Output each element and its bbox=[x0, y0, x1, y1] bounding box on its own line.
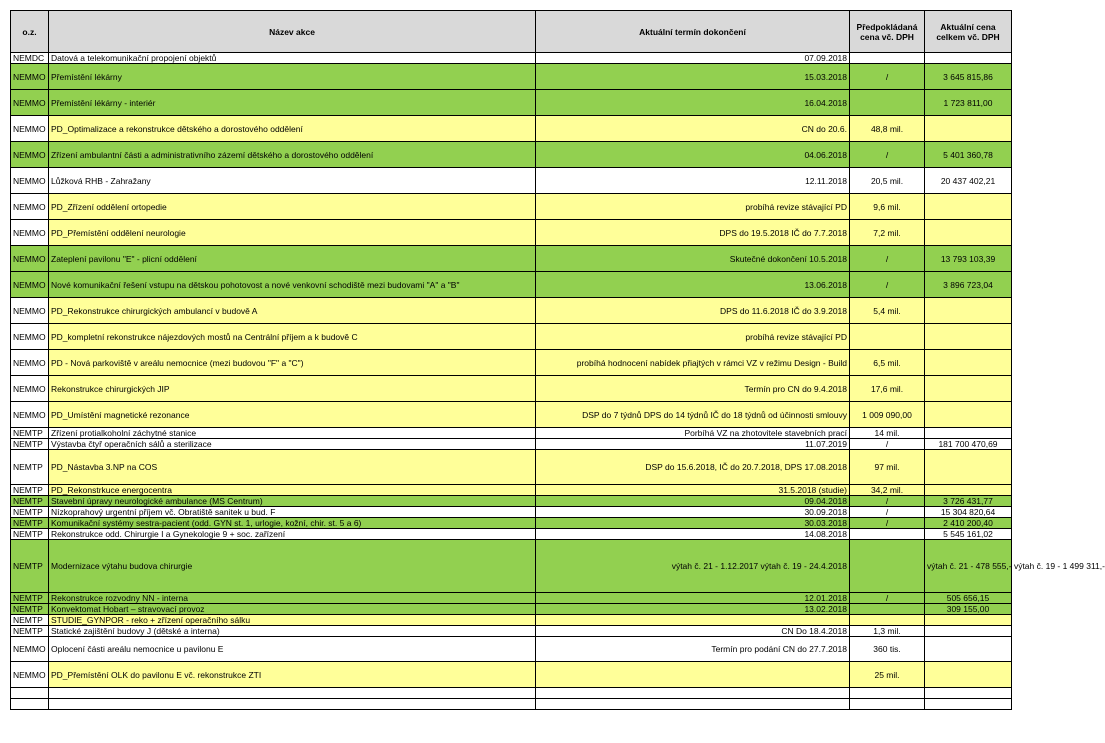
cell-aktualni: 2 410 200,40 bbox=[925, 518, 1012, 529]
cell-nazev bbox=[49, 699, 536, 710]
cell-aktualni bbox=[925, 116, 1012, 142]
cell-oz: NEMDC bbox=[11, 53, 49, 64]
cell-cena: 5,4 mil. bbox=[850, 298, 925, 324]
cell-termin: 07.09.2018 bbox=[536, 53, 850, 64]
cell-oz: NEMMO bbox=[11, 350, 49, 376]
cell-oz: NEMMO bbox=[11, 64, 49, 90]
table-row bbox=[11, 699, 1012, 710]
cell-cena: 20,5 mil. bbox=[850, 168, 925, 194]
cell-termin: DPS do 19.5.2018 IČ do 7.7.2018 bbox=[536, 220, 850, 246]
cell-nazev: PD_Zřízení oddělení ortopedie bbox=[49, 194, 536, 220]
cell-oz: NEMMO bbox=[11, 142, 49, 168]
table-row bbox=[11, 496, 1012, 507]
cell-nazev: Stavební úpravy neurologické ambulance (MS Centrum) bbox=[49, 496, 536, 507]
cell-nazev: Přemístění lékárny bbox=[49, 64, 536, 90]
cell-nazev: Zateplení pavilonu "E" - plicní oddělení bbox=[49, 246, 536, 272]
table-row bbox=[11, 142, 1012, 168]
cell-aktualni bbox=[925, 220, 1012, 246]
cell-aktualni: 15 304 820,64 bbox=[925, 507, 1012, 518]
cell-aktualni bbox=[925, 688, 1012, 699]
cell-oz: NEMTP bbox=[11, 507, 49, 518]
cell-aktualni bbox=[925, 637, 1012, 662]
table-row bbox=[11, 64, 1012, 90]
table-row bbox=[11, 298, 1012, 324]
table-row bbox=[11, 529, 1012, 540]
cell-oz: NEMMO bbox=[11, 220, 49, 246]
cell-nazev: Datová a telekomunikační propojení objektů bbox=[49, 53, 536, 64]
cell-cena: / bbox=[850, 272, 925, 298]
cell-termin: Termín pro CN do 9.4.2018 bbox=[536, 376, 850, 402]
cell-nazev: Konvektomat Hobart – stravovací provoz bbox=[49, 604, 536, 615]
cell-oz: NEMMO bbox=[11, 194, 49, 220]
cell-termin: 12.11.2018 bbox=[536, 168, 850, 194]
cell-oz: NEMMO bbox=[11, 637, 49, 662]
cell-cena: / bbox=[850, 593, 925, 604]
cell-aktualni bbox=[925, 428, 1012, 439]
cell-nazev: PD_Nástavba 3.NP na COS bbox=[49, 450, 536, 485]
cell-termin: 30.09.2018 bbox=[536, 507, 850, 518]
header-aktualni: Aktuální cena celkem vč. DPH bbox=[925, 11, 1012, 53]
cell-nazev: PD - Nová parkoviště v areálu nemocnice (mezi budovou "F" a "C") bbox=[49, 350, 536, 376]
cell-termin: DPS do 11.6.2018 IČ do 3.9.2018 bbox=[536, 298, 850, 324]
cell-cena: / bbox=[850, 246, 925, 272]
cell-cena: 34,2 mil. bbox=[850, 485, 925, 496]
cell-termin bbox=[536, 662, 850, 688]
cell-termin: 13.02.2018 bbox=[536, 604, 850, 615]
cell-nazev: PD_kompletní rekonstrukce nájezdových mostů na Centrální příjem a k budově C bbox=[49, 324, 536, 350]
cell-cena: 360 tis. bbox=[850, 637, 925, 662]
cell-termin: 31.5.2018 (studie) bbox=[536, 485, 850, 496]
table-row bbox=[11, 626, 1012, 637]
cell-termin: CN Do 18.4.2018 bbox=[536, 626, 850, 637]
cell-cena: 9,6 mil. bbox=[850, 194, 925, 220]
cell-oz: NEMTP bbox=[11, 615, 49, 626]
cell-oz: NEMTP bbox=[11, 485, 49, 496]
cell-termin: 14.08.2018 bbox=[536, 529, 850, 540]
cell-termin: DSP do 15.6.2018, IČ do 20.7.2018, DPS 17.08.2018 bbox=[536, 450, 850, 485]
cell-nazev: PD_Rekonstrkuce energocentra bbox=[49, 485, 536, 496]
cell-nazev: PD_Přemístění OLK do pavilonu E vč. rekonstrukce ZTI bbox=[49, 662, 536, 688]
cell-cena bbox=[850, 53, 925, 64]
cell-cena bbox=[850, 699, 925, 710]
cell-aktualni bbox=[925, 450, 1012, 485]
table-row bbox=[11, 439, 1012, 450]
table-row bbox=[11, 637, 1012, 662]
cell-oz: NEMMO bbox=[11, 116, 49, 142]
cell-nazev: PD_Umístění magnetické rezonance bbox=[49, 402, 536, 428]
cell-oz: NEMTP bbox=[11, 540, 49, 593]
header-termin: Aktuální termín dokončení bbox=[536, 11, 850, 53]
cell-termin: 04.06.2018 bbox=[536, 142, 850, 168]
cell-aktualni bbox=[925, 324, 1012, 350]
cell-nazev: Rekonstrukce odd. Chirurgie I a Gynekologie 9 + soc. zařízení bbox=[49, 529, 536, 540]
cell-cena bbox=[850, 529, 925, 540]
projects-table bbox=[10, 10, 1105, 710]
cell-cena: / bbox=[850, 496, 925, 507]
cell-aktualni: 5 545 161,02 bbox=[925, 529, 1012, 540]
cell-termin: 30.03.2018 bbox=[536, 518, 850, 529]
header-oz: o.z. bbox=[11, 11, 49, 53]
cell-cena: / bbox=[850, 507, 925, 518]
cell-nazev: Oplocení části areálu nemocnice u pavilonu E bbox=[49, 637, 536, 662]
cell-termin bbox=[536, 688, 850, 699]
cell-cena: 48,8 mil. bbox=[850, 116, 925, 142]
cell-oz: NEMTP bbox=[11, 450, 49, 485]
table-row bbox=[11, 246, 1012, 272]
cell-oz: NEMMO bbox=[11, 246, 49, 272]
cell-aktualni bbox=[925, 53, 1012, 64]
cell-oz: NEMMO bbox=[11, 402, 49, 428]
cell-termin: Porbíhá VZ na zhotovitele stavebních prací bbox=[536, 428, 850, 439]
cell-aktualni bbox=[925, 699, 1012, 710]
cell-oz: NEMMO bbox=[11, 298, 49, 324]
cell-nazev: PD_Přemístění oddělení neurologie bbox=[49, 220, 536, 246]
cell-nazev: Lůžková RHB - Zahražany bbox=[49, 168, 536, 194]
cell-nazev: PD_Optimalizace a rekonstrukce dětského a dorostového oddělení bbox=[49, 116, 536, 142]
cell-oz: NEMTP bbox=[11, 439, 49, 450]
table-body bbox=[11, 53, 1105, 710]
cell-aktualni bbox=[925, 376, 1012, 402]
table-row bbox=[11, 507, 1012, 518]
header-nazev: Název akce bbox=[49, 11, 536, 53]
cell-cena bbox=[850, 604, 925, 615]
cell-aktualni bbox=[925, 350, 1012, 376]
cell-cena: / bbox=[850, 64, 925, 90]
cell-cena bbox=[850, 540, 925, 593]
cell-cena bbox=[850, 615, 925, 626]
cell-oz: NEMTP bbox=[11, 604, 49, 615]
table-row bbox=[11, 272, 1012, 298]
cell-termin: DSP do 7 týdnů DPS do 14 týdnů IČ do 18 týdnů od účinnosti smlouvy bbox=[536, 402, 850, 428]
cell-oz bbox=[11, 688, 49, 699]
cell-aktualni: 3 726 431,77 bbox=[925, 496, 1012, 507]
cell-nazev bbox=[49, 688, 536, 699]
cell-nazev: Zřízení protialkoholní záchytné stanice bbox=[49, 428, 536, 439]
cell-nazev: Modernizace výtahu budova chirurgie bbox=[49, 540, 536, 593]
cell-nazev: PD_Rekonstrukce chirurgických ambulancí v budově A bbox=[49, 298, 536, 324]
cell-cena bbox=[850, 90, 925, 116]
table-row bbox=[11, 220, 1012, 246]
header-row bbox=[11, 11, 1012, 53]
table-row bbox=[11, 376, 1012, 402]
cell-oz: NEMMO bbox=[11, 272, 49, 298]
table-row bbox=[11, 428, 1012, 439]
cell-termin: probíhá revize stávající PD bbox=[536, 194, 850, 220]
cell-termin bbox=[536, 615, 850, 626]
cell-aktualni: výtah č. 21 - 478 555,- výtah č. 19 - 1 499 311,- bbox=[925, 540, 1012, 593]
cell-aktualni: 3 645 815,86 bbox=[925, 64, 1012, 90]
cell-termin: probíhá revize stávající PD bbox=[536, 324, 850, 350]
cell-aktualni: 1 723 811,00 bbox=[925, 90, 1012, 116]
cell-cena: 1 009 090,00 bbox=[850, 402, 925, 428]
cell-nazev: Komunikační systémy sestra-pacient (odd. GYN st. 1, urlogie, kožní, chir. st. 5 a 6) bbox=[49, 518, 536, 529]
cell-oz bbox=[11, 699, 49, 710]
cell-termin: výtah č. 21 - 1.12.2017 výtah č. 19 - 24.4.2018 bbox=[536, 540, 850, 593]
cell-termin: 16.04.2018 bbox=[536, 90, 850, 116]
table-row bbox=[11, 116, 1012, 142]
table-row bbox=[11, 615, 1012, 626]
table-row bbox=[11, 688, 1012, 699]
cell-aktualni: 505 656,15 bbox=[925, 593, 1012, 604]
cell-termin: 12.01.2018 bbox=[536, 593, 850, 604]
cell-nazev: Statické zajištění budovy J (dětské a interna) bbox=[49, 626, 536, 637]
cell-oz: NEMMO bbox=[11, 324, 49, 350]
cell-aktualni: 5 401 360,78 bbox=[925, 142, 1012, 168]
cell-nazev: Výstavba čtyř operačních sálů a sterilizace bbox=[49, 439, 536, 450]
cell-cena: 14 mil. bbox=[850, 428, 925, 439]
table-row bbox=[11, 350, 1012, 376]
cell-oz: NEMTP bbox=[11, 496, 49, 507]
cell-cena: / bbox=[850, 518, 925, 529]
cell-aktualni: 20 437 402,21 bbox=[925, 168, 1012, 194]
cell-aktualni bbox=[925, 615, 1012, 626]
cell-cena: 97 mil. bbox=[850, 450, 925, 485]
cell-nazev: Nízkoprahový urgentní příjem vč. Obratiště sanitek u bud. F bbox=[49, 507, 536, 518]
table-row bbox=[11, 90, 1012, 116]
cell-termin: 15.03.2018 bbox=[536, 64, 850, 90]
table-row bbox=[11, 593, 1012, 604]
cell-nazev: Přemístění lékárny - interiér bbox=[49, 90, 536, 116]
table-row bbox=[11, 194, 1012, 220]
cell-oz: NEMTP bbox=[11, 518, 49, 529]
cell-cena: 7,2 mil. bbox=[850, 220, 925, 246]
cell-oz: NEMMO bbox=[11, 376, 49, 402]
cell-termin: 11.07.2019 bbox=[536, 439, 850, 450]
table-row bbox=[11, 604, 1012, 615]
cell-aktualni bbox=[925, 194, 1012, 220]
table-row bbox=[11, 450, 1012, 485]
cell-cena bbox=[850, 324, 925, 350]
table-row bbox=[11, 662, 1012, 688]
cell-cena: 17,6 mil. bbox=[850, 376, 925, 402]
cell-termin: 09.04.2018 bbox=[536, 496, 850, 507]
cell-cena: / bbox=[850, 439, 925, 450]
table-row bbox=[11, 168, 1012, 194]
cell-aktualni: 181 700 470,69 bbox=[925, 439, 1012, 450]
cell-aktualni: 309 155,00 bbox=[925, 604, 1012, 615]
cell-oz: NEMTP bbox=[11, 529, 49, 540]
table-row bbox=[11, 485, 1012, 496]
cell-oz: NEMMO bbox=[11, 662, 49, 688]
cell-cena: 6,5 mil. bbox=[850, 350, 925, 376]
cell-oz: NEMMO bbox=[11, 168, 49, 194]
header-cena: Předpokládaná cena vč. DPH bbox=[850, 11, 925, 53]
cell-cena: 1,3 mil. bbox=[850, 626, 925, 637]
cell-aktualni: 13 793 103,39 bbox=[925, 246, 1012, 272]
cell-nazev: STUDIE_GYNPOR - reko + zřízení operačního sálku bbox=[49, 615, 536, 626]
table-row bbox=[11, 324, 1012, 350]
cell-termin: Skutečné dokončení 10.5.2018 bbox=[536, 246, 850, 272]
cell-termin: Termín pro podání CN do 27.7.2018 bbox=[536, 637, 850, 662]
cell-aktualni bbox=[925, 485, 1012, 496]
cell-aktualni: 3 896 723,04 bbox=[925, 272, 1012, 298]
cell-aktualni bbox=[925, 402, 1012, 428]
cell-cena bbox=[850, 688, 925, 699]
cell-oz: NEMTP bbox=[11, 593, 49, 604]
cell-nazev: Zřízení ambulantní části a administrativního zázemí dětského a dorostového oddělení bbox=[49, 142, 536, 168]
cell-nazev: Rekonstrukce rozvodny NN - interna bbox=[49, 593, 536, 604]
cell-nazev: Rekonstrukce chirurgických JIP bbox=[49, 376, 536, 402]
cell-termin: 13.06.2018 bbox=[536, 272, 850, 298]
cell-aktualni bbox=[925, 626, 1012, 637]
table-row bbox=[11, 518, 1012, 529]
cell-termin: probíhá hodnocení nabídek přiajtých v rámci VZ v režimu Design - Build bbox=[536, 350, 850, 376]
table-row bbox=[11, 53, 1012, 64]
cell-aktualni bbox=[925, 298, 1012, 324]
cell-nazev: Nové komunikační řešení vstupu na dětskou pohotovost a nové venkovní schodiště mezi budovami "A" a "B" bbox=[49, 272, 536, 298]
cell-aktualni bbox=[925, 662, 1012, 688]
table-row bbox=[11, 540, 1012, 593]
cell-cena: 25 mil. bbox=[850, 662, 925, 688]
table-row bbox=[11, 402, 1012, 428]
cell-termin: CN do 20.6. bbox=[536, 116, 850, 142]
cell-oz: NEMTP bbox=[11, 428, 49, 439]
cell-oz: NEMTP bbox=[11, 626, 49, 637]
cell-cena: / bbox=[850, 142, 925, 168]
cell-oz: NEMMO bbox=[11, 90, 49, 116]
cell-termin bbox=[536, 699, 850, 710]
